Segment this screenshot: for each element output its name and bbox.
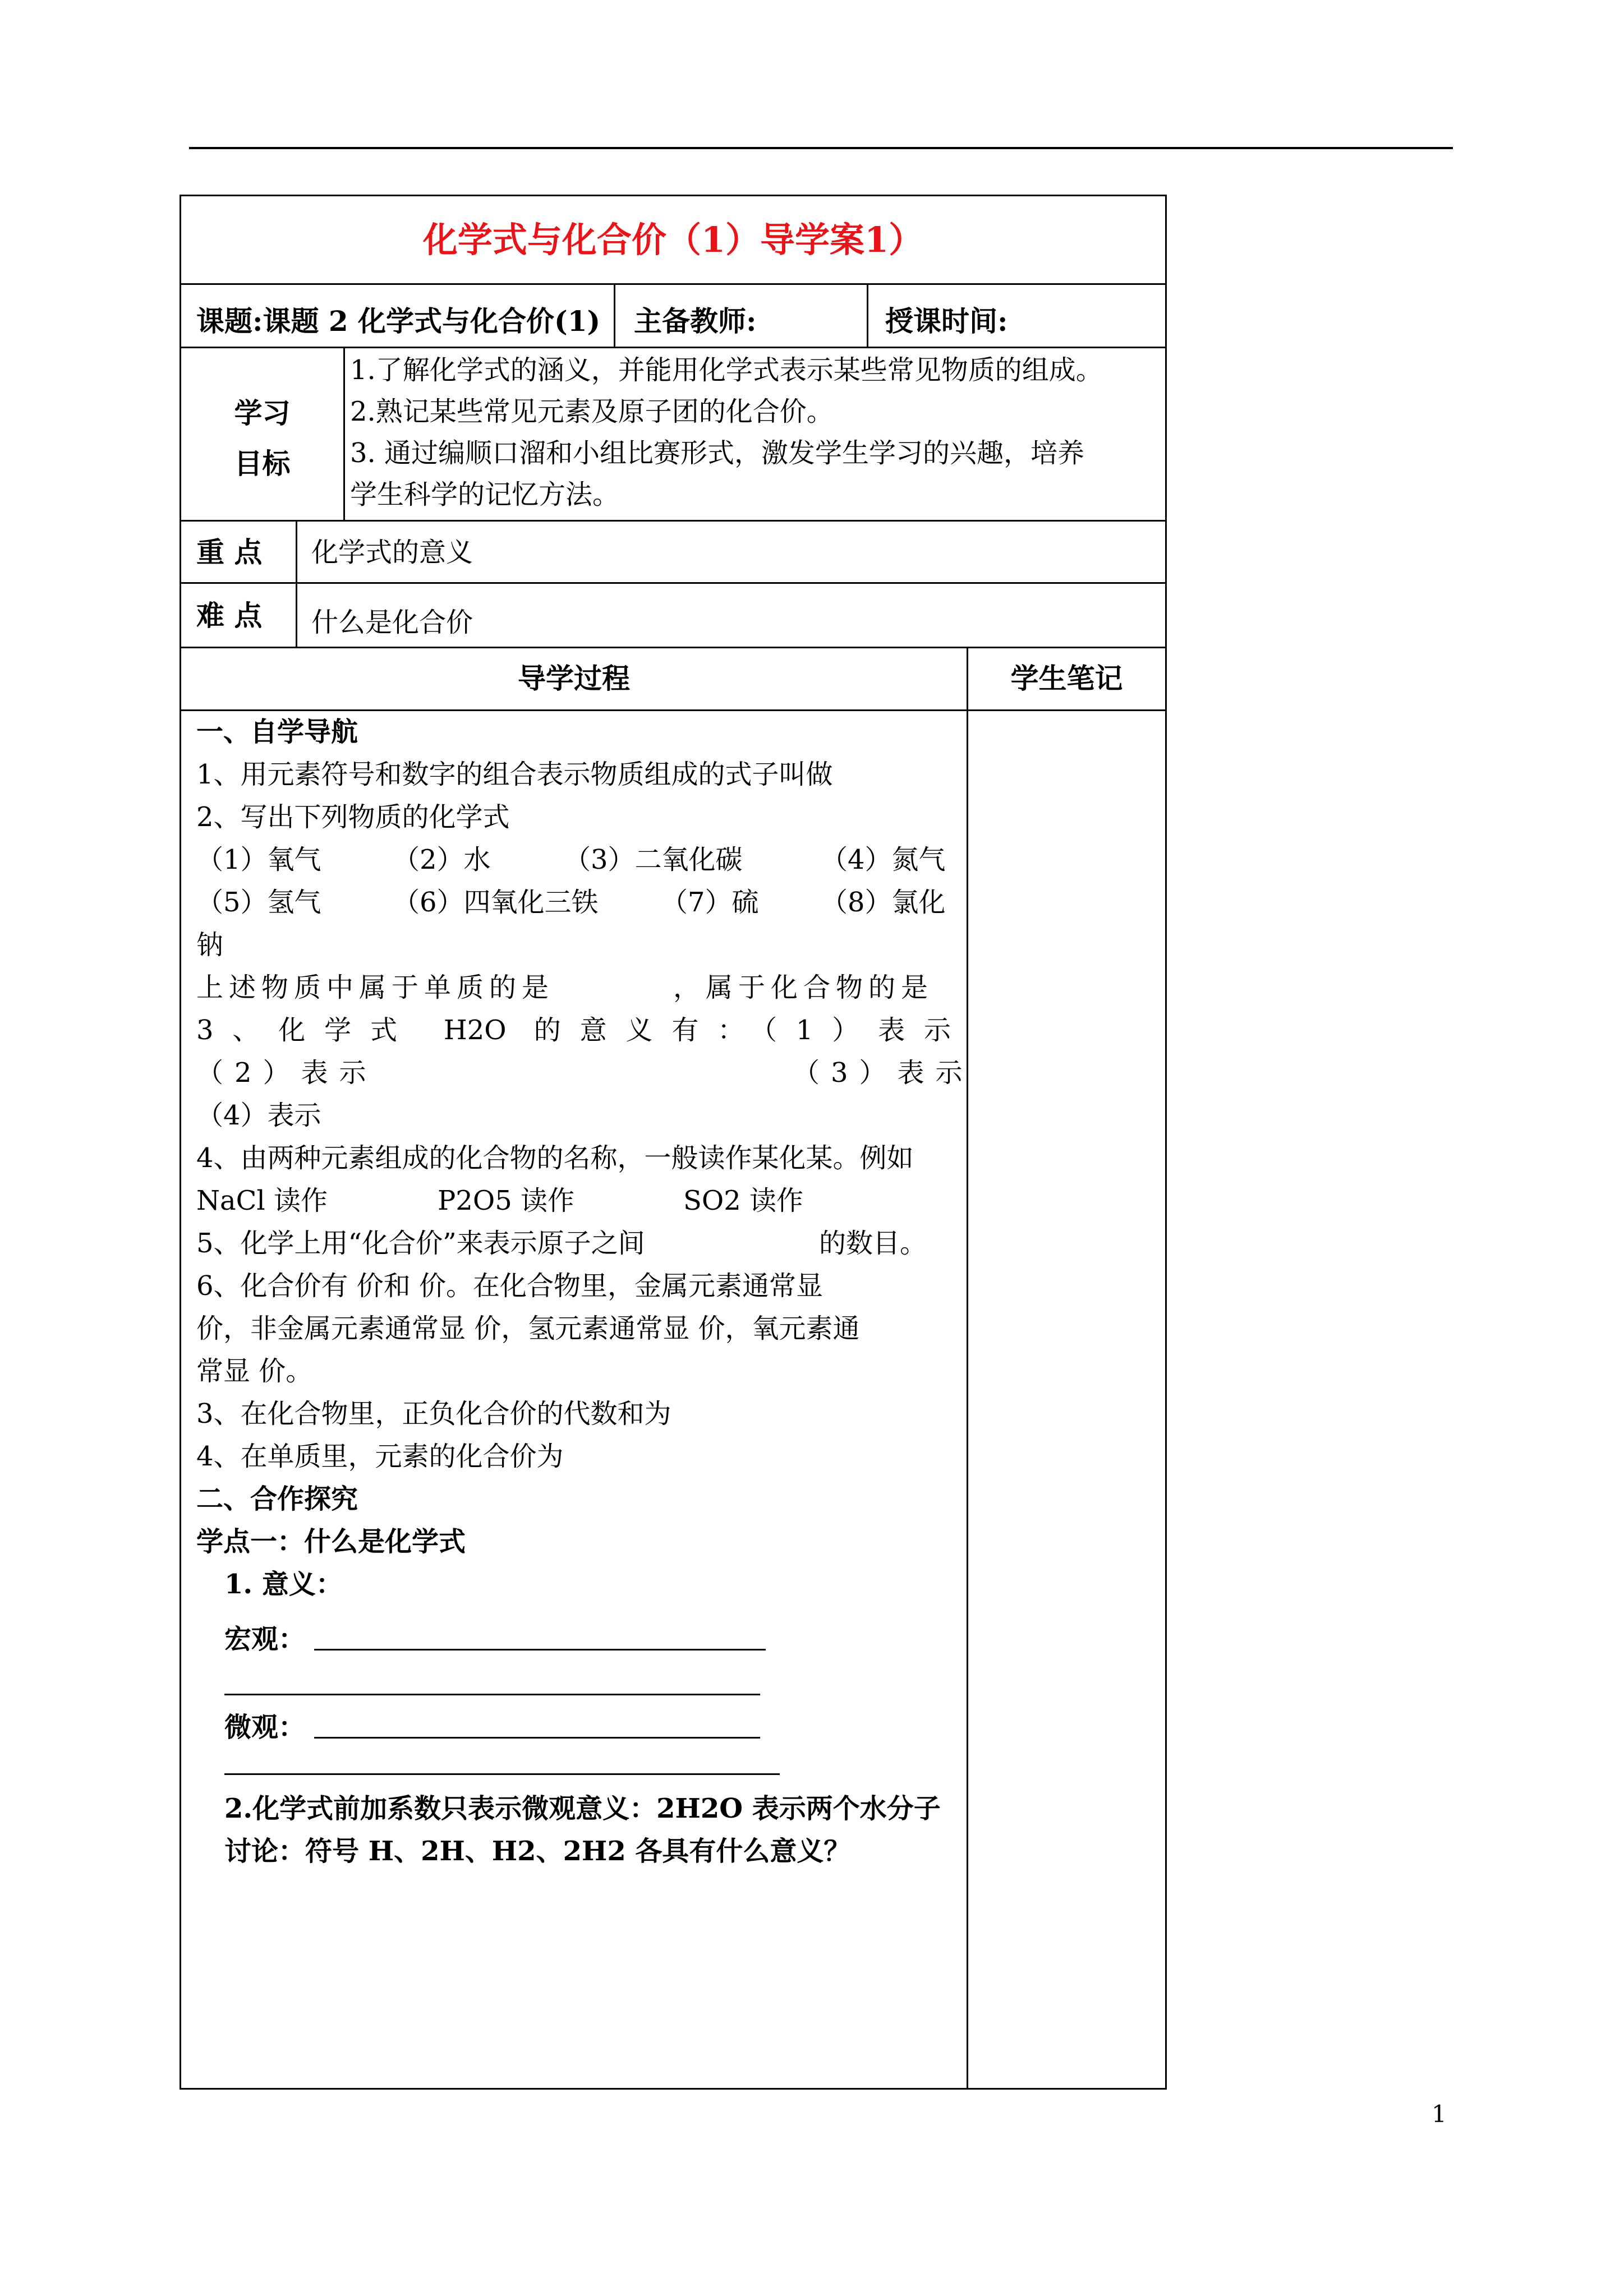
body-line: 4、由两种元素组成的化合物的名称，一般读作某化某。例如 bbox=[196, 1142, 914, 1174]
difficulty-text: 什么是化合价 bbox=[311, 607, 473, 638]
time-label: 授课时间: bbox=[885, 305, 1008, 338]
body-line: 上述物质中属于单质的是 bbox=[196, 972, 555, 1003]
macro-answer-line-2 bbox=[224, 1694, 760, 1695]
substance-item: （1）氧气 bbox=[196, 844, 321, 875]
body-line: 3、化学式 H2O 的意义有：（1）表示 bbox=[196, 1015, 951, 1046]
substance-item: （3）二氧化碳 bbox=[564, 844, 743, 875]
key-point-text: 化学式的意义 bbox=[311, 537, 473, 568]
meaning-label: 1. 意义： bbox=[224, 1569, 343, 1600]
body-line: NaCl 读作 bbox=[196, 1185, 328, 1216]
body-line: 钠 bbox=[196, 929, 224, 961]
substance-item: （7）硫 bbox=[661, 887, 759, 918]
substance-item: （8）氯化 bbox=[821, 887, 946, 918]
subsection-heading: 学点一：什么是化学式 bbox=[196, 1526, 466, 1557]
body-line: （2）表示 bbox=[196, 1057, 378, 1089]
objective-item: 1.了解化学式的涵义，并能用化学式表示某些常见物质的组成。 bbox=[350, 354, 1103, 386]
body-line: 4、在单质里，元素的化合价为 bbox=[196, 1441, 564, 1472]
body-line: 3、在化合物里，正负化合价的代数和为 bbox=[196, 1398, 671, 1430]
body-line: 常显 价。 bbox=[196, 1356, 313, 1387]
body-line: 6、化合价有 价和 价。在化合物里，金属元素通常显 bbox=[196, 1270, 823, 1302]
micro-label: 微观： bbox=[224, 1712, 306, 1743]
notes-column-header: 学生笔记 bbox=[1010, 662, 1123, 695]
substance-item: （5）氢气 bbox=[196, 887, 321, 918]
body-line: ，属于化合物的是 bbox=[673, 972, 934, 1003]
substance-item: （4）氮气 bbox=[821, 844, 946, 875]
topic-label: 课题:课题 2 化学式与化合价(1) bbox=[196, 305, 601, 338]
micro-answer-line bbox=[314, 1737, 760, 1739]
body-line: （4）表示 bbox=[196, 1100, 321, 1131]
body-line: 5、化学上用“化合价”来表示原子之间 bbox=[196, 1228, 645, 1259]
discussion-question: 讨论：符号 H、2H、H2、2H2 各具有什么意义？ bbox=[224, 1836, 851, 1867]
micro-answer-line-2 bbox=[224, 1773, 780, 1775]
body-line: （3）表示 bbox=[793, 1057, 974, 1089]
substance-item: （2）水 bbox=[393, 844, 491, 875]
section-heading: 二、合作探究 bbox=[196, 1483, 358, 1515]
key-point-label: 重 点 bbox=[196, 536, 263, 569]
body-line: 的数目。 bbox=[819, 1228, 927, 1259]
substance-item: （6）四氧化三铁 bbox=[393, 887, 599, 918]
body-line: SO2 读作 bbox=[683, 1185, 804, 1216]
macro-answer-line bbox=[314, 1649, 766, 1650]
body-line: P2O5 读作 bbox=[438, 1185, 574, 1216]
objectives-label-1: 学习 bbox=[234, 397, 291, 430]
objective-item: 2.熟记某些常见元素及原子团的化合价。 bbox=[350, 396, 834, 427]
section-heading: 一、自学导航 bbox=[196, 716, 358, 748]
difficulty-label: 难 点 bbox=[196, 599, 263, 632]
process-column-header: 导学过程 bbox=[518, 662, 630, 695]
page-number: 1 bbox=[1432, 2100, 1447, 2128]
objectives-label-2: 目标 bbox=[234, 447, 291, 480]
macro-label: 宏观： bbox=[224, 1624, 306, 1655]
body-line: 1、用元素符号和数字的组合表示物质组成的式子叫做 bbox=[196, 759, 833, 790]
body-line: 2、写出下列物质的化学式 bbox=[196, 801, 510, 833]
body-line: 2.化学式前加系数只表示微观意义：2H2O 表示两个水分子 bbox=[224, 1793, 941, 1824]
teacher-label: 主备教师: bbox=[634, 305, 757, 338]
header-rule bbox=[189, 147, 1453, 149]
objective-item: 3. 通过编顺口溜和小组比赛形式，激发学生学习的兴趣，培养 bbox=[350, 437, 1085, 469]
objective-item: 学生科学的记忆方法。 bbox=[350, 479, 620, 510]
body-line: 价，非金属元素通常显 价，氢元素通常显 价，氧元素通 bbox=[196, 1313, 860, 1344]
page-title: 化学式与化合价（1）导学案1） bbox=[422, 219, 924, 260]
